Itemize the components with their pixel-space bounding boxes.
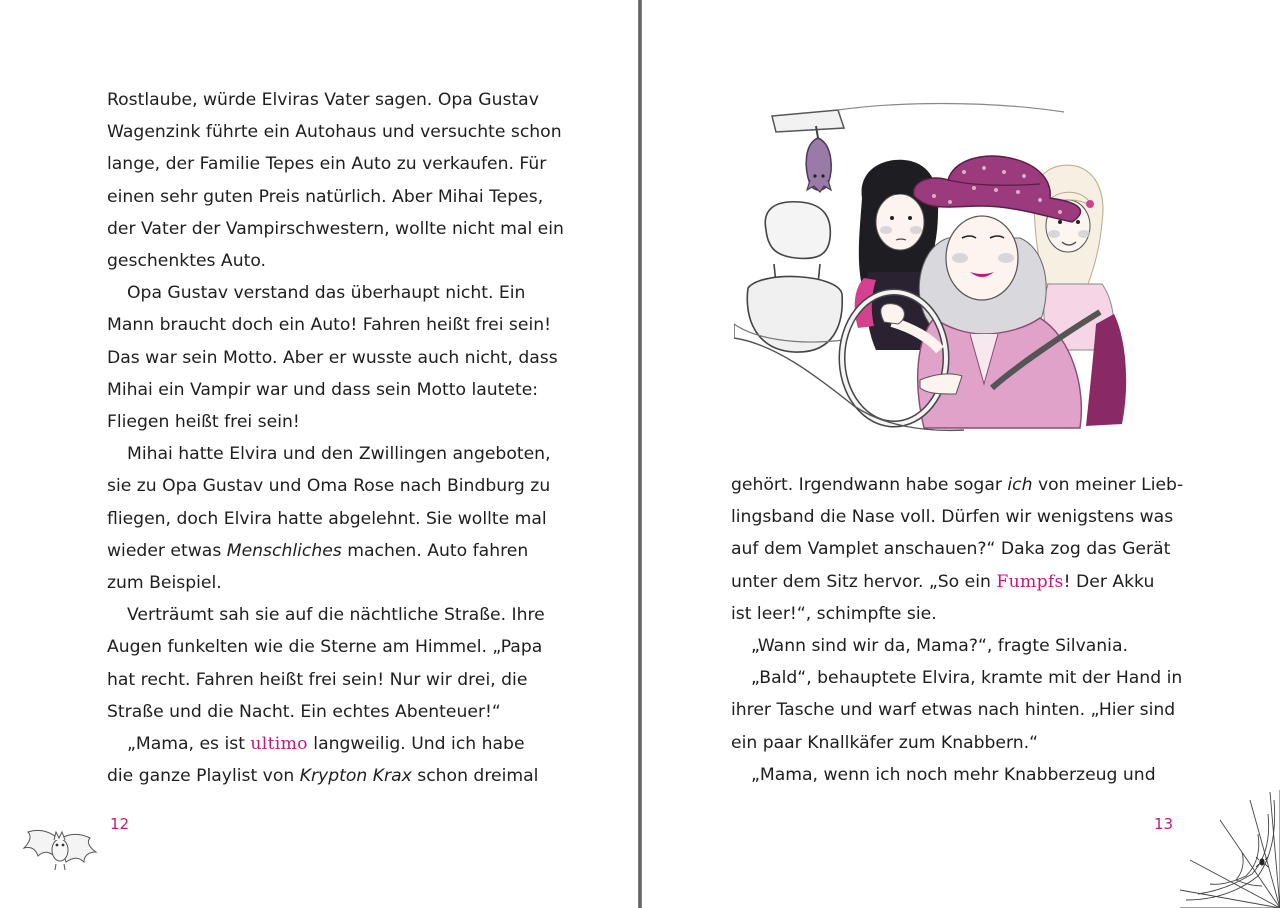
text-segment: langweilig. Und ich habe [307, 734, 525, 755]
right-text-line [731, 727, 1201, 759]
text-segment: ein paar Knallkäfer zum Knabbern.“ [731, 732, 1039, 753]
left-text-line [107, 567, 577, 599]
text-segment: lange, der Familie Tepes ein Auto zu verkaufen. Für [107, 154, 547, 175]
text-segment: ! Der Akku [1063, 571, 1155, 592]
left-text-line [107, 664, 577, 696]
text-segment: hat recht. Fahren heißt frei sein! Nur wir drei, die [107, 669, 528, 690]
right-text-line [731, 566, 1201, 598]
text-segment: ihrer Tasche und warf etwas nach hinten. „Hier sind [731, 700, 1176, 721]
text-segment: Rostlaube, würde Elviras Vater sagen. Opa Gustav [107, 90, 539, 110]
text-segment: geschenktes Auto. [107, 251, 267, 272]
text-segment: lingsband die Nase voll. Dürfen wir wenigstens was [731, 507, 1174, 528]
text-segment: Wagenzink führte ein Autohaus und versuchte schon [107, 122, 562, 143]
left-text-line [107, 535, 577, 567]
text-segment: von meiner Lieb- [1032, 475, 1184, 495]
text-segment: ist leer!“, schimpfte sie. [731, 603, 937, 624]
text-segment: Verträumt sah sie auf die nächtliche Straße. Ihre [127, 605, 545, 626]
text-segment: gehört. Irgendwann habe sogar [731, 475, 1008, 495]
left-text-line [107, 181, 577, 213]
left-text-line [107, 599, 577, 631]
right-text-line [731, 469, 1201, 501]
text-segment: Mihai hatte Elvira und den Zwillingen angeboten, [127, 444, 551, 465]
text-segment: die ganze Playlist von [107, 766, 300, 787]
left-text-line [107, 148, 577, 180]
left-text-line [107, 342, 577, 374]
text-segment: unter dem Sitz hervor. „So ein [731, 571, 997, 592]
left-page-text [107, 84, 577, 792]
left-text-line [107, 503, 577, 535]
left-page [0, 0, 638, 908]
right-page-text [731, 469, 1201, 791]
vampire-word: Fumpfs [996, 571, 1064, 592]
left-text-line [107, 84, 577, 116]
left-text-line [107, 728, 577, 760]
text-segment: „Wann sind wir da, Mama?“, fragte Silvania. [751, 636, 1128, 657]
text-segment: zum Beispiel. [107, 573, 222, 594]
text-segment: Opa Gustav verstand das überhaupt nicht. Ein [127, 283, 526, 304]
left-text-line [107, 374, 577, 406]
right-text-line [731, 501, 1201, 533]
left-text-line [107, 277, 577, 309]
left-text-line [107, 470, 577, 502]
left-text-line [107, 438, 577, 470]
car-scene-illustration [734, 88, 1154, 438]
emphasis-text: ich [1007, 475, 1033, 495]
text-segment: auf dem Vamplet anschauen?“ Daka zog das Gerät [731, 539, 1171, 560]
left-text-line [107, 309, 577, 341]
text-segment: „Mama, es ist [127, 734, 251, 755]
text-segment: Mann braucht doch ein Auto! Fahren heißt frei sein! [107, 315, 552, 336]
emphasis-text: Krypton Krax [299, 766, 412, 787]
right-text-line [731, 694, 1201, 726]
right-page [642, 0, 1280, 908]
text-segment: Das war sein Motto. Aber er wusste auch nicht, dass [107, 347, 558, 368]
text-segment: Fliegen heißt frei sein! [107, 412, 300, 433]
text-segment: „Bald“, behauptete Elvira, kramte mit der Hand in [751, 668, 1183, 689]
emphasis-text: Menschliches [226, 540, 342, 561]
text-segment: fliegen, doch Elvira hatte abgelehnt. Sie wollte mal [107, 508, 547, 529]
left-text-line [107, 116, 577, 148]
vampire-word: ultimo [250, 734, 308, 755]
text-segment: wieder etwas [107, 540, 227, 561]
right-text-line [731, 630, 1201, 662]
left-text-line [107, 213, 577, 245]
right-text-line [731, 598, 1201, 630]
text-segment: „Mama, wenn ich noch mehr Knabberzeug und [751, 764, 1156, 785]
page-number-right: 13 [1154, 815, 1174, 833]
text-segment: machen. Auto fahren [341, 540, 529, 561]
left-text-line [107, 760, 577, 792]
right-text-line [731, 759, 1201, 791]
text-segment: Augen funkelten wie die Sterne am Himmel. „Papa [107, 637, 543, 658]
left-text-line [107, 245, 577, 277]
text-segment: der Vater der Vampirschwestern, wollte nicht mal ein [107, 218, 564, 239]
right-text-line [731, 533, 1201, 565]
text-segment: Straße und die Nacht. Ein echtes Abenteuer!“ [107, 701, 501, 722]
left-text-line [107, 631, 577, 663]
bat-icon [18, 818, 100, 874]
text-segment: einen sehr guten Preis natürlich. Aber Mihai Tepes, [107, 186, 544, 207]
right-text-line [731, 662, 1201, 694]
spiderweb-icon [1180, 790, 1280, 908]
text-segment: sie zu Opa Gustav und Oma Rose nach Bindburg zu [107, 476, 551, 497]
page-number-left: 12 [110, 815, 130, 833]
text-segment: schon dreimal [411, 766, 539, 787]
left-text-line [107, 696, 577, 728]
left-text-line [107, 406, 577, 438]
text-segment: Mihai ein Vampir war und dass sein Motto lautete: [107, 379, 539, 400]
